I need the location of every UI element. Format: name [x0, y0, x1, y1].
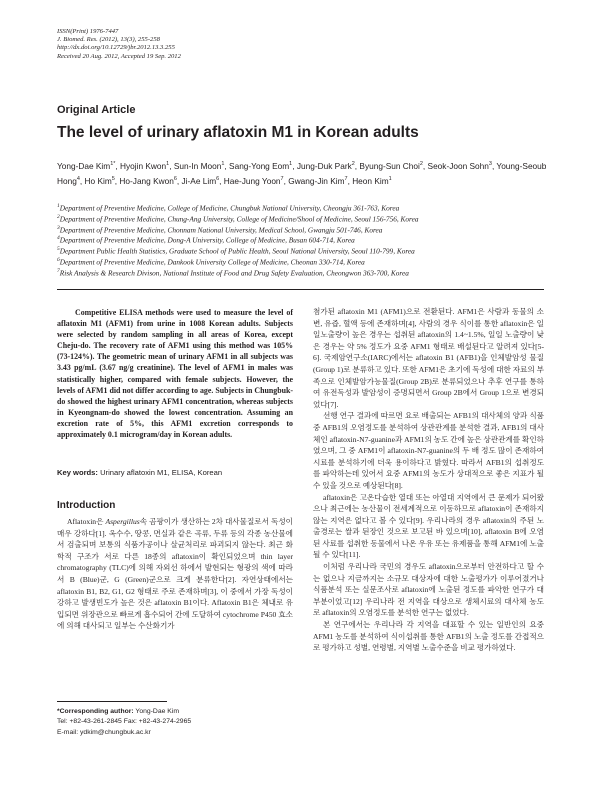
- contact-email[interactable]: E-mail: ydkim@chungbuk.ac.kr: [57, 728, 151, 736]
- body-paragraph: 선행 연구 결과에 따르면 요로 배출되는 AFB1의 대사체의 양과 식품 중 AFB1의 오염정도를 분석하여 상관관계를 분석한 결과, AFB1의 대사체인 aflatoxin-N7-guanine과 AFM1의 농도 간에 높은 상관관계를 확인하였으며, 그 중 AFM1이 aflatoxin-N7-guanine의 두 배 정도 많이 존재하여 시료를 분석하기에 더욱 용이하다고 밝혔다. 따라서 AFB1의 섭취정도를 파악하는데 있어서 요중 AFM1의 농도가 상대적으로 좋은 지표가 될 수 있을 것으로 예상된다[8].: [313, 411, 544, 490]
- journal-header: [57, 28, 181, 61]
- author-name-text: Ho-Jang Kwon: [119, 175, 174, 186]
- author-list: Yong-Dae Kim$^{1*}$, Hyojin Kwon$^1$, Sun-In Moon$^1$, Sang-Yong Eom$^1$, Jung-Duk Park$^2$, Byung-Sun Choi$^2$, Seok-Joon Sohn$^3$, Young-Seoub Hong$^4$, Ho Kim$^5$, Ho-Jang Kwon$^6$, Ji-Ae Lim$^6$, Hae-Jung Yoon$^7$, Gwang-Jin Kim$^7$, Heon Kim$^1$: [57, 160, 547, 186]
- author-name-text: Byung-Sun Choi: [359, 160, 420, 171]
- affiliation-text: Department of Preventive Medicine, College of Medicine, Chungbuk National University, Cheongju 361-763, Korea: [59, 203, 400, 213]
- author-name: [229, 161, 292, 171]
- body-paragraph: aflatoxin은 고온다습한 열대 또는 아열대 지역에서 큰 문제가 되어왔으나 최근에는 농산물이 전세계적으로 이동하므로 aflatoxin이 존재하지 않는 지역은 없다고 볼 수 있다[9]. 우리나라의 경우 aflatoxin의 주된 노출경로는 쌀과 된장인 것으로 보고된 바 있으며[10], aflatoxin B에 오염된 사료를 섭취한 동물에서 나온 우유 또는 유제품을 통해 AFM1에 노출될 수 있다[11].: [313, 492, 544, 560]
- section-heading-introduction: Introduction: [57, 500, 116, 511]
- article-title: The level of urinary aflatoxin M1 in Korean adults: [57, 124, 419, 141]
- body-paragraph: 본 연구에서는 우리나라 각 지역을 대표할 수 있는 일반인의 요중 AFM1 농도를 분석하여 식이섭취를 통한 AFB1의 노출 정도를 간접적으로 평가하고 성별, 연령별, 지역별 노출수준을 비교 평가하였다.: [313, 620, 544, 653]
- author-name-text: Heon Kim: [352, 175, 389, 186]
- author-affiliation-marker: 7: [344, 175, 348, 182]
- author-name: [288, 176, 347, 186]
- keywords-label: Key words:: [57, 468, 98, 477]
- author-name-text: Young-Seoub Hong: [57, 160, 547, 186]
- affiliation-text: Department of Preventive Medicine, Chonnam National University, Medical School, Gwangju 501-746, Korea: [59, 225, 383, 235]
- doi-link[interactable]: http://dx.doi.org/10.12729/jbr.2012.13.3.255: [57, 44, 175, 52]
- affiliation-marker: 1: [57, 203, 60, 209]
- author-name-text: Sang-Yong Eom: [229, 160, 290, 171]
- author-affiliation-marker: 1: [221, 161, 225, 167]
- footnote-rule: [57, 701, 167, 702]
- intro-text-b: 속 곰팡이가 생산하는 2차 대사물질로서 독성이 매우 강하다[1]. 옥수수, 땅콩, 면실과 같은 곡류, 두류 등의 각종 농산물에서 검출되며 보통의 식품가공이나 살균처리로 파괴되지 않는다. 최근 화학적 구조가 서로 다른 18종의 aflatoxin이 확인되었으며 thin layer chromatography (TLC)에 의해 자외선 하에서 발현되는 형광의 색에 따라서 B (Blue)군, G (Green)군으로 크게 분류한다[2]. 자연상태에서는 aflatoxin B1, B2, G1, G2 형태로 주로 존재하며[3], 이 중에서 가장 독성이 강하고 발생빈도가 높은 것은 aflatoxin B1이다. Aflatoxin B1은 체내로 유입되면 위장관으로 빠르게 흡수되어 간에 도달하여 cytochrome P450 효소에 의해 대사되고 일부는 수산화기가: [57, 517, 293, 631]
- corresponding-name: Yong-Dae Kim: [135, 708, 179, 715]
- author-name: [297, 161, 355, 171]
- article-type-label: Original Article: [57, 104, 136, 116]
- author-affiliation-marker: 2: [351, 161, 355, 167]
- affiliation-item: [57, 234, 557, 245]
- author-affiliation-marker: 6: [173, 175, 177, 182]
- affiliation-text: Risk Analysis & Research Divison, National Institute of Food and Drug Safety Evaluation, Cheongwon 363-700, Korea: [59, 268, 409, 278]
- contact-phone: Tel: +82-43-261-2845 Fax: +82-43-274-2965: [57, 718, 192, 726]
- introduction-paragraph: [57, 516, 293, 632]
- affiliation-list: [57, 202, 557, 278]
- affiliation-item: [57, 202, 557, 213]
- journal-citation: J. Biomed. Res. (2012), 13(3), 255-258: [57, 36, 160, 44]
- author-name: [359, 161, 422, 171]
- author-name-text: Ho Kim: [84, 175, 112, 186]
- author-name-text: Ji-Ae Lim: [181, 175, 217, 186]
- author-affiliation-marker: 1: [388, 175, 392, 182]
- correspondence-footnote: [57, 707, 297, 738]
- author-name-text: Gwang-Jin Kim: [288, 175, 345, 186]
- author-name: [224, 176, 284, 186]
- author-affiliation-marker: 7: [280, 175, 284, 182]
- author-name-text: Hae-Jung Yoon: [223, 175, 281, 186]
- author-name-text: Yong-Dae Kim: [57, 160, 111, 171]
- received-date: Received 20 Aug. 2012, Accepted 19 Sep. 2012: [57, 52, 181, 60]
- affiliation-marker: 2: [57, 213, 60, 220]
- affiliation-item: [57, 256, 557, 267]
- author-affiliation-marker: 3: [488, 161, 492, 167]
- author-name: [119, 176, 176, 186]
- affiliation-text: Department of Preventive Medicine, Dong-A University, College of Medicine, Busan 604-714, Korea: [59, 235, 355, 245]
- species-name: Aspergillus: [105, 517, 140, 526]
- affiliation-item: [57, 267, 557, 278]
- affiliation-marker: 7: [57, 267, 60, 274]
- author-affiliation-marker: 1: [289, 161, 293, 167]
- affiliation-text: Department Public Health Statistics, Graduate School of Public Health, Seoul National University, Seoul 110-799, Korea: [59, 246, 415, 256]
- author-name: [120, 161, 169, 171]
- abstract-text: Competitive ELISA methods were used to measure the level of aflatoxin M1 (AFM1) from urine in 1008 Korean adults. Subjects were selected by random sampling in all areas of Korea, except Cheju-do. The recovery rate of AFM1 using this method was 105% (73-124%). The geometric mean of urinary AFM1 in all subjects was 3.43 pg/mL (3.67 ng/g creatinine). The level of AFM1 in males was statistically higher, compared with female subjects. However, the levels of AFM1 did not differ according to age. Subjects in Chungbuk-do showed the highest urinary AFM1 concentration, whereas subjects in Kyeongnam-do showed the lowest concentration. Assuming an excretion rate of 5%, this AFM1 excretion corresponds to approximately 0.1 microgram/day in Korean adults.: [57, 308, 293, 440]
- author-name: [57, 161, 115, 171]
- affiliation-marker: 6: [57, 257, 60, 264]
- affiliation-text: Department of Preventive Medicine, Dankook University College of Medicine, Cheonan 330-714, Korea: [59, 257, 365, 267]
- author-affiliation-marker: 6: [216, 175, 220, 182]
- author-name-text: Seok-Joon Sohn: [427, 160, 489, 171]
- author-affiliation-marker: 5: [111, 175, 115, 182]
- affiliation-marker: 3: [57, 224, 60, 231]
- affiliation-marker: 4: [57, 235, 60, 242]
- affiliation-item: [57, 245, 557, 256]
- author-name: [182, 176, 220, 186]
- author-name-text: Jung-Duk Park: [296, 160, 352, 171]
- author-affiliation-marker: 2: [419, 161, 423, 167]
- author-affiliation-marker: 4: [76, 175, 80, 182]
- author-name: [174, 161, 225, 171]
- issn-line: ISSN(Print) 1976-7447: [57, 28, 119, 35]
- affiliation-marker: 5: [57, 246, 60, 253]
- affiliation-text: Department of Preventive Medicine, Chung-Ang University, College of Medicine/Shool of Medicine, Seoul 156-756, Korea: [59, 214, 419, 224]
- author-name: [85, 176, 115, 186]
- author-affiliation-marker: 1*: [110, 161, 116, 167]
- affiliation-item: [57, 213, 557, 224]
- keywords-text: Urinary aflatoxin M1, ELISA, Korean: [100, 468, 223, 477]
- keywords: [57, 468, 293, 478]
- right-column: [313, 306, 544, 654]
- corresponding-label: *Corresponding author:: [57, 708, 134, 715]
- body-paragraph: 첨가된 aflatoxin M1 (AFM1)으로 전환된다. AFM1은 사람과 동물의 소변, 유즙, 혈액 등에 존재하며[4], 사람의 경우 식이를 통한 aflatoxin은 일일노출량이 높은 경우는 섭취된 aflatoxin의 1.4~1.5%, 일일 노출량이 낮은 경우는 약 5% 정도가 요중 AFM1 형태로 배설된다고 알려져 있다[5-6]. 국제암연구소(IARC)에서는 aflatoxin B1 (AFB1)을 인체발암성 물질(Group 1)로 분류하고 있다. 또한 AFM1은 초기에 독성에 대한 자료의 부족으로 인체발암가능물질(Group 2B)로 분류되었으나 추후 연구를 통하여 유전독성과 발암성이 증명되면서 Group 2B에서 Group 1으로 변경되었다[7].: [313, 307, 544, 409]
- affiliation-item: [57, 224, 557, 235]
- author-name: [428, 161, 492, 171]
- separator-rule: [57, 289, 544, 290]
- body-paragraph: 이처럼 우리나라 국민의 경우도 aflatoxin으로부터 안전하다고 할 수는 없으나 지금까지는 소규모 대상자에 대한 노출평가가 이루어졌거나 식품분석 또는 실문조사로 aflatoxin에 노출된 정도를 파악한 연구가 대부분이었고[12] 우리나라 전 지역을 대상으로 생체시료의 대사체 농도로 aflatoxin의 오염정도를 분석한 연구는 없었다.: [313, 562, 544, 618]
- author-name-text: Hyojin Kwon: [120, 160, 167, 171]
- author-name-text: Sun-In Moon: [173, 160, 222, 171]
- intro-text-a: Aflatoxin은: [67, 517, 106, 526]
- author-affiliation-marker: 1: [166, 161, 170, 167]
- author-name: [352, 176, 392, 186]
